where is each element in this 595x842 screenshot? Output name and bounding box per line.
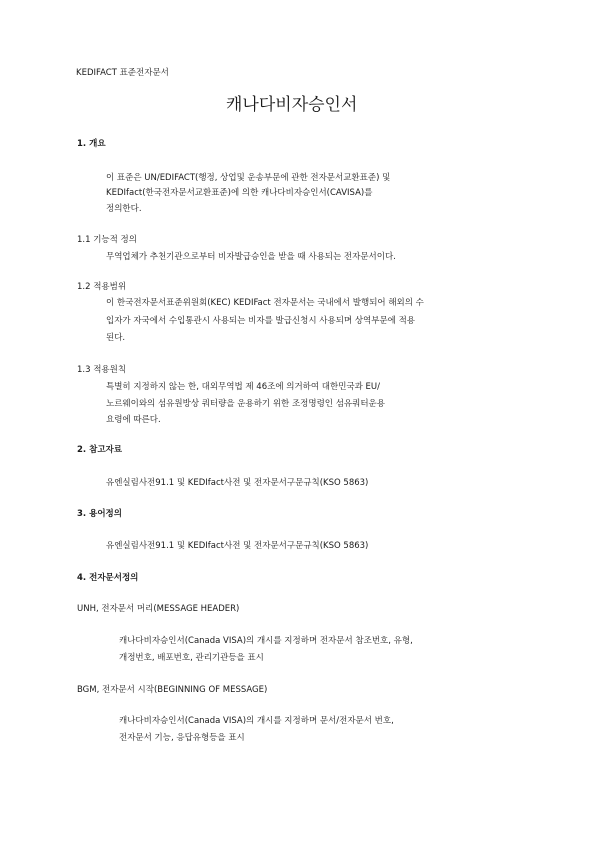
- document-header: KEDIFACT 표준전자문서: [76, 68, 169, 78]
- paragraph-line: 개정번호, 배포번호, 관리기관등을 표시: [119, 653, 264, 663]
- subsection-heading: 1.3 적용원칙: [77, 365, 127, 375]
- paragraph-line: 노르웨이와의 섬유원방상 쿼터량을 운용하기 위한 조정명령인 섬유쿼터운용: [106, 399, 385, 409]
- paragraph-line: 요령에 따른다.: [106, 415, 161, 425]
- section-heading: 4. 전자문서정의: [77, 573, 139, 583]
- paragraph-line: 유엔실림사전91.1 및 KEDIfact사전 및 전자문서구문규칙(KSO 5863): [106, 541, 369, 551]
- section-heading: 1. 개요: [77, 139, 106, 149]
- segment-heading-unh: UNH, 전자문서 머리(MESSAGE HEADER): [77, 604, 240, 614]
- paragraph-line: 이 표준은 UN/EDIFACT(행정, 상업및 운송부문에 관한 전자문서교환표준) 및: [106, 173, 391, 183]
- paragraph-line: 이 한국전자문서표준위원회(KEC) KEDIFact 전자문서는 국내에서 발행되어 해외의 수: [106, 298, 424, 308]
- section-heading: 2. 참고자료: [77, 445, 122, 455]
- section-heading: 3. 용어정의: [77, 509, 122, 519]
- subsection-heading: 1.2 적용범위: [77, 282, 127, 292]
- paragraph-line: 캐나다비자승인서(Canada VISA)의 개시를 지정하며 전자문서 참조번호, 유형,: [119, 636, 413, 646]
- paragraph-line: KEDIfact(한국전자문서교환표준)에 의한 캐나다비자승인서(CAVISA)를: [106, 188, 373, 198]
- paragraph-line: 입자가 자국에서 수입통관시 사용되는 비자를 발급신청시 사용되며 상역부문에 적용: [106, 316, 416, 326]
- paragraph-line: 정의한다.: [106, 204, 142, 214]
- segment-heading-bgm: BGM, 전자문서 시작(BEGINNING OF MESSAGE): [77, 685, 268, 695]
- paragraph-line: 캐나다비자승인서(Canada VISA)의 개시를 지정하며 문서/전자문서 번호,: [119, 716, 394, 726]
- paragraph-line: 유엔실림사전91.1 및 KEDIfact사전 및 전자문서구문규칙(KSO 5863): [106, 478, 369, 488]
- document-title: 캐나다비자승인서: [226, 95, 358, 115]
- paragraph-line: 전자문서 기능, 응답유형등을 표시: [119, 733, 245, 743]
- paragraph-line: 무역업체가 추천기관으로부터 비자발급승인을 받을 때 사용되는 전자문서이다.: [106, 252, 396, 262]
- subsection-heading: 1.1 기능적 정의: [77, 235, 137, 245]
- paragraph-line: 특별히 지정하지 않는 한, 대외무역법 제 46조에 의거하여 대한민국과 EU/: [106, 382, 380, 392]
- paragraph-line: 된다.: [106, 333, 126, 343]
